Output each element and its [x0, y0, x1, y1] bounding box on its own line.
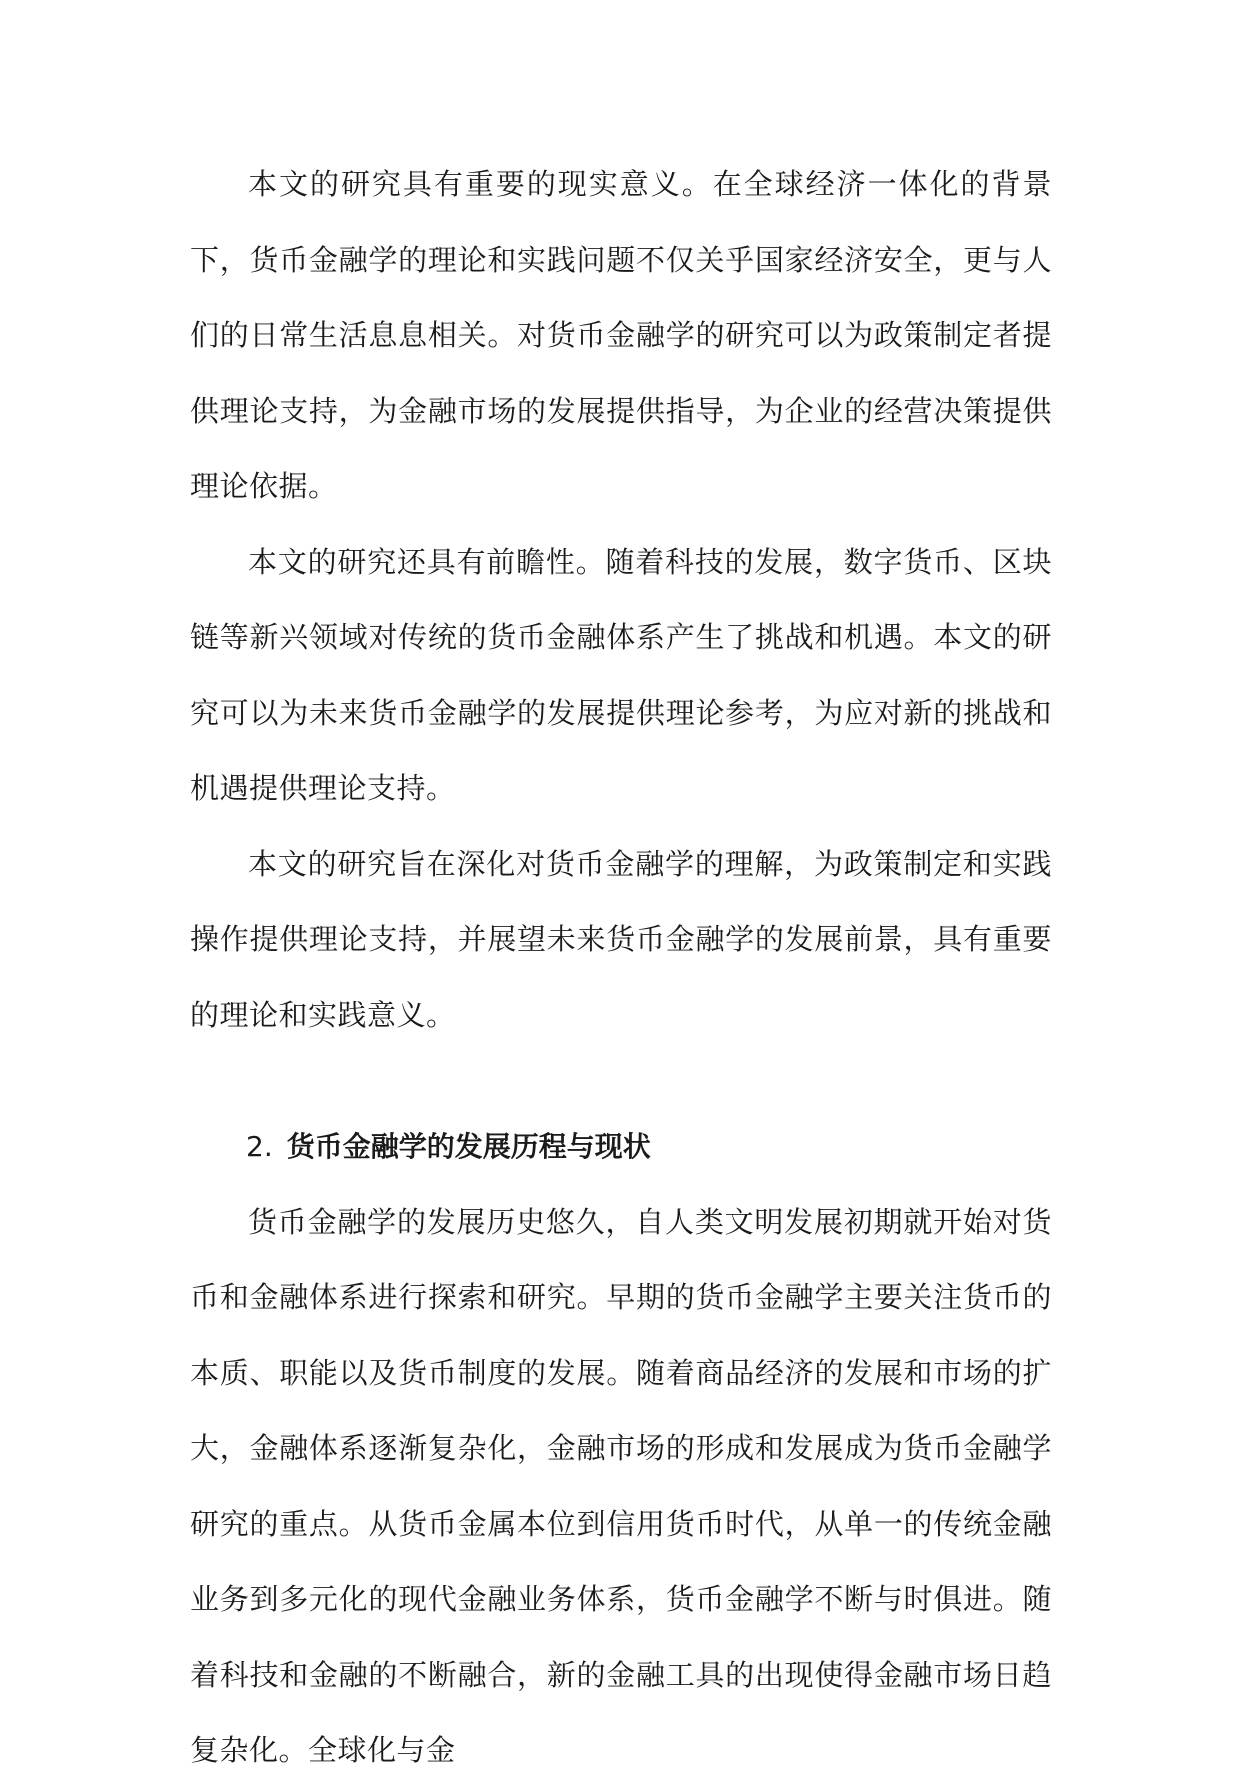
- paragraph-forward-looking: 本文的研究还具有前瞻性。随着科技的发展，数字货币、区块链等新兴领域对传统的货币金融体系产生了挑战和机遇。本文的研究可以为未来货币金融学的发展提供理论参考，为应对新的挑战和机遇提供理论支持。: [190, 544, 1052, 805]
- section-title: 货币金融学的发展历程与现状: [286, 1130, 651, 1163]
- section-heading: [190, 1109, 1052, 1185]
- paragraph-development-history: 货币金融学的发展历史悠久，自人类文明发展初期就开始对货币和金融体系进行探索和研究。早期的货币金融学主要关注货币的本质、职能以及货币制度的发展。随着商品经济的发展和市场的扩大，金融体系逐渐复杂化，金融市场的形成和发展成为货币金融学研究的重点。从货币金属本位到信用货币时代，从单一的传统金融业务到多元化的现代金融业务体系，货币金融学不断与时俱进。随着科技和金融的不断融合，新的金融工具的出现使得金融市场日趋复杂化。全球化与金: [190, 1204, 1052, 1767]
- document-body: [190, 147, 1052, 1789]
- paragraph-research-aim: 本文的研究旨在深化对货币金融学的理解，为政策制定和实践操作提供理论支持，并展望未来货币金融学的发展前景，具有重要的理论和实践意义。: [190, 846, 1052, 1032]
- section-number: 2.: [246, 1130, 273, 1163]
- paragraph-practical-significance: 本文的研究具有重要的现实意义。在全球经济一体化的背景下，货币金融学的理论和实践问题不仅关乎国家经济安全，更与人们的日常生活息息相关。对货币金融学的研究可以为政策制定者提供理论支持，为金融市场的发展提供指导，为企业的经营决策提供理论依据。: [190, 167, 1052, 503]
